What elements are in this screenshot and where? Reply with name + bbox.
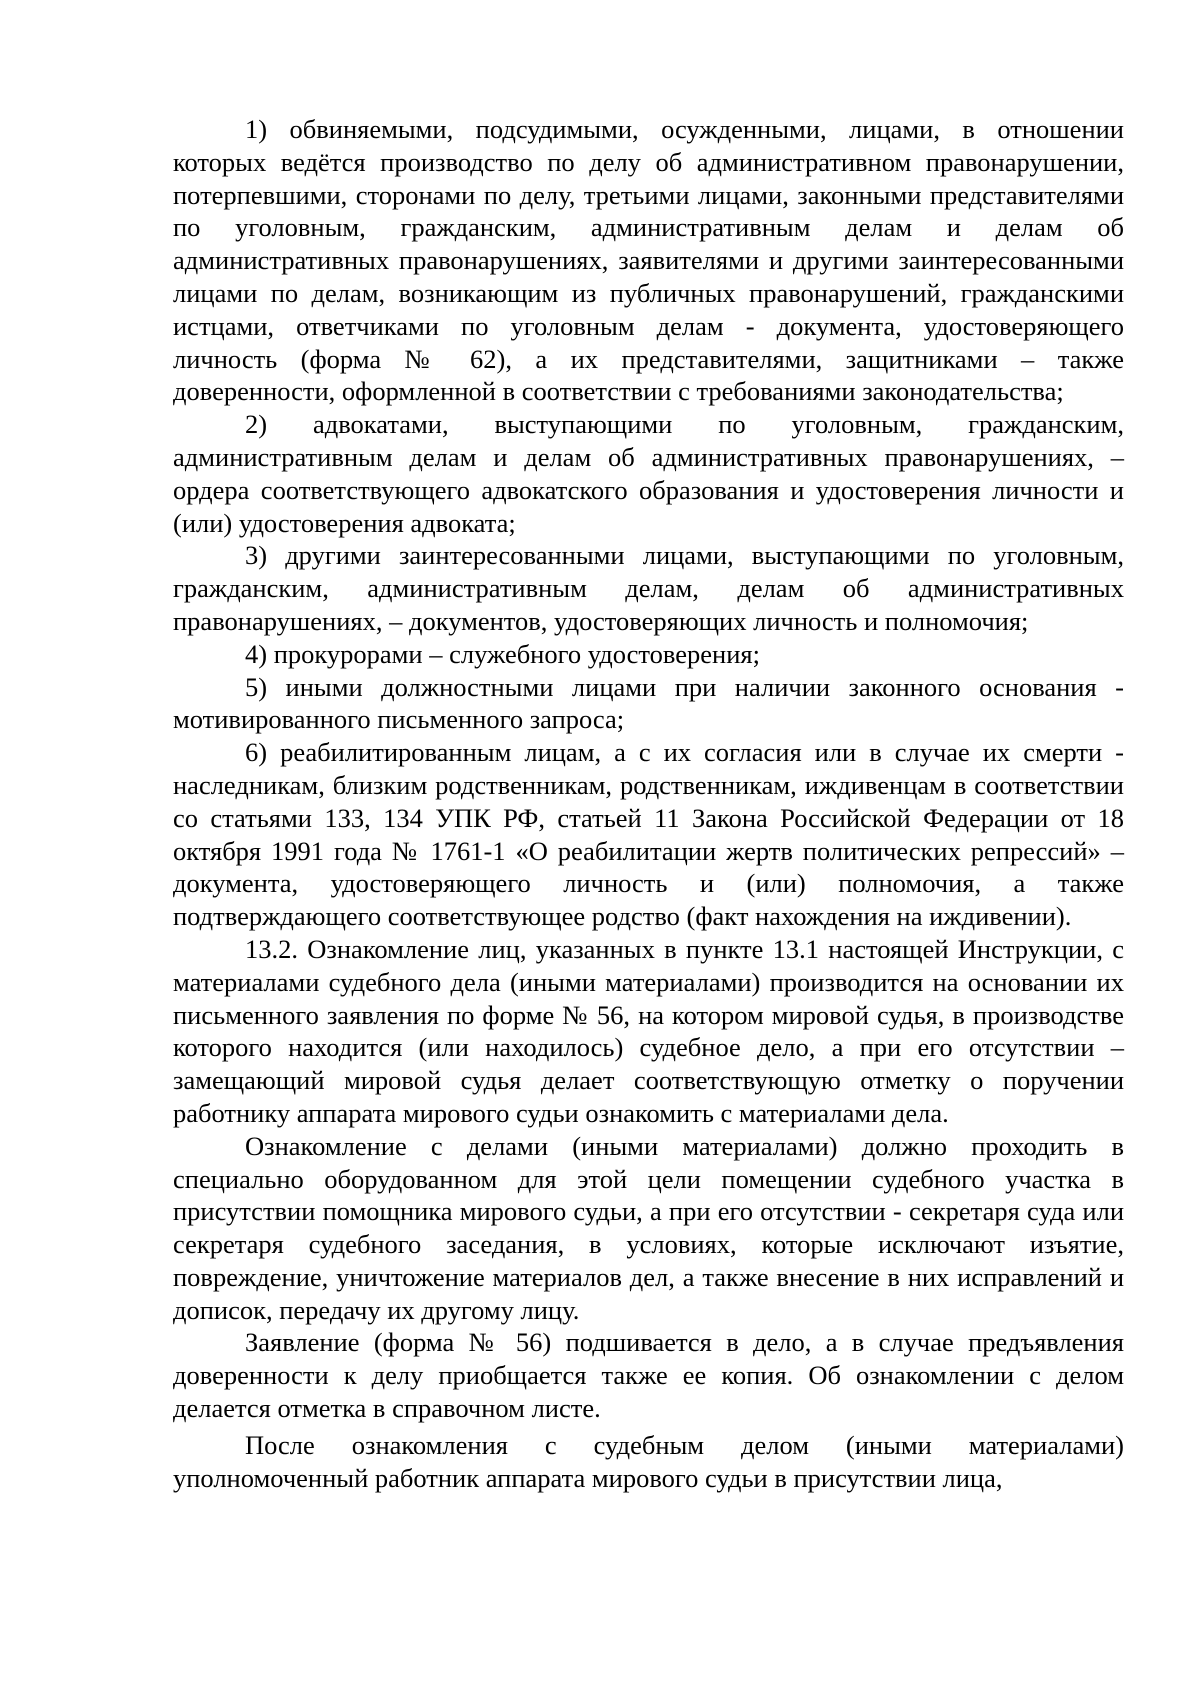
paragraph-item-5: 5) иными должностными лицами при наличии законного основания - мотивированного письменного запроса; bbox=[173, 671, 1124, 735]
paragraph-item-4: 4) прокурорами – служебного удостоверения; bbox=[245, 638, 760, 669]
paragraph-application-form: Заявление (форма № 56) подшивается в дело, а в случае предъявления доверенности к делу приобщается также ее копия. Об ознакомлении с делом делается отметка в справочном листе. bbox=[173, 1327, 1124, 1424]
paragraph-after-review: После ознакомления с судебным делом (иными материалами) уполномоченный работник аппарата мирового судьи в присутствии лица, bbox=[173, 1429, 1124, 1493]
paragraph-item-6: 6) реабилитированным лицам, а с их согласия или в случае их смерти - наследникам, близким родственникам, родственникам, иждивенцам в соответствии со статьями 133, 134 УПК РФ, статьей 11 Закона Российской Федерации от 18 октября 1991 года № 1761-1 «О реабилитации жертв политических репрессий» – документа, удостоверяющего личность и (или) полномочия, а также подтверждающего соответствующее родство (факт нахождения на иждивении). bbox=[173, 737, 1124, 932]
paragraph-13-2: 13.2. Ознакомление лиц, указанных в пункте 13.1 настоящей Инструкции, с материалами судебного дела (иными материалами) производится на основании их письменного заявления по форме № 56, на котором мировой судья, в производстве которого находится (или находилось) судебное дело, а при его отсутствии – замещающий мировой судья делает соответствующую отметку о поручении работнику аппарата мирового судьи ознакомить с материалами дела. bbox=[173, 933, 1124, 1128]
document-page bbox=[173, 113, 1124, 1494]
paragraph-item-2: 2) адвокатами, выступающими по уголовным, гражданским, административным делам и делам об административных правонарушениях, – ордера соответствующего адвокатского образования и удостоверения личности и (или) удостоверения адвоката; bbox=[173, 409, 1124, 538]
paragraph-review-conditions: Ознакомление с делами (иными материалами) должно проходить в специально оборудованном для этой цели помещении судебного участка в присутствии помощника мирового судьи, а при его отсутствии - секретаря суда или секретаря судебного заседания, в условиях, которые исключают изъятие, повреждение, уничтожение материалов дел, а также внесение в них исправлений и дописок, передачу их другому лицу. bbox=[173, 1130, 1124, 1325]
paragraph-item-1: 1) обвиняемыми, подсудимыми, осужденными, лицами, в отношении которых ведётся производство по делу об административном правонарушении, потерпевшими, сторонами по делу, третьими лицами, законными представителями по уголовным, гражданским, административным делам и делам об административных правонарушениях, заявителями и другими заинтересованными лицами по делам, возникающим из публичных правонарушений, гражданскими истцами, ответчиками по уголовным делам - документа, удостоверяющего личность (форма № 62), а их представителями, защитниками – также доверенности, оформленной в соответствии с требованиями законодательства; bbox=[173, 114, 1124, 407]
paragraph-item-3: 3) другими заинтересованными лицами, выступающими по уголовным, гражданским, административным делам, делам об административных правонарушениях, – документов, удостоверяющих личность и полномочия; bbox=[173, 540, 1124, 636]
